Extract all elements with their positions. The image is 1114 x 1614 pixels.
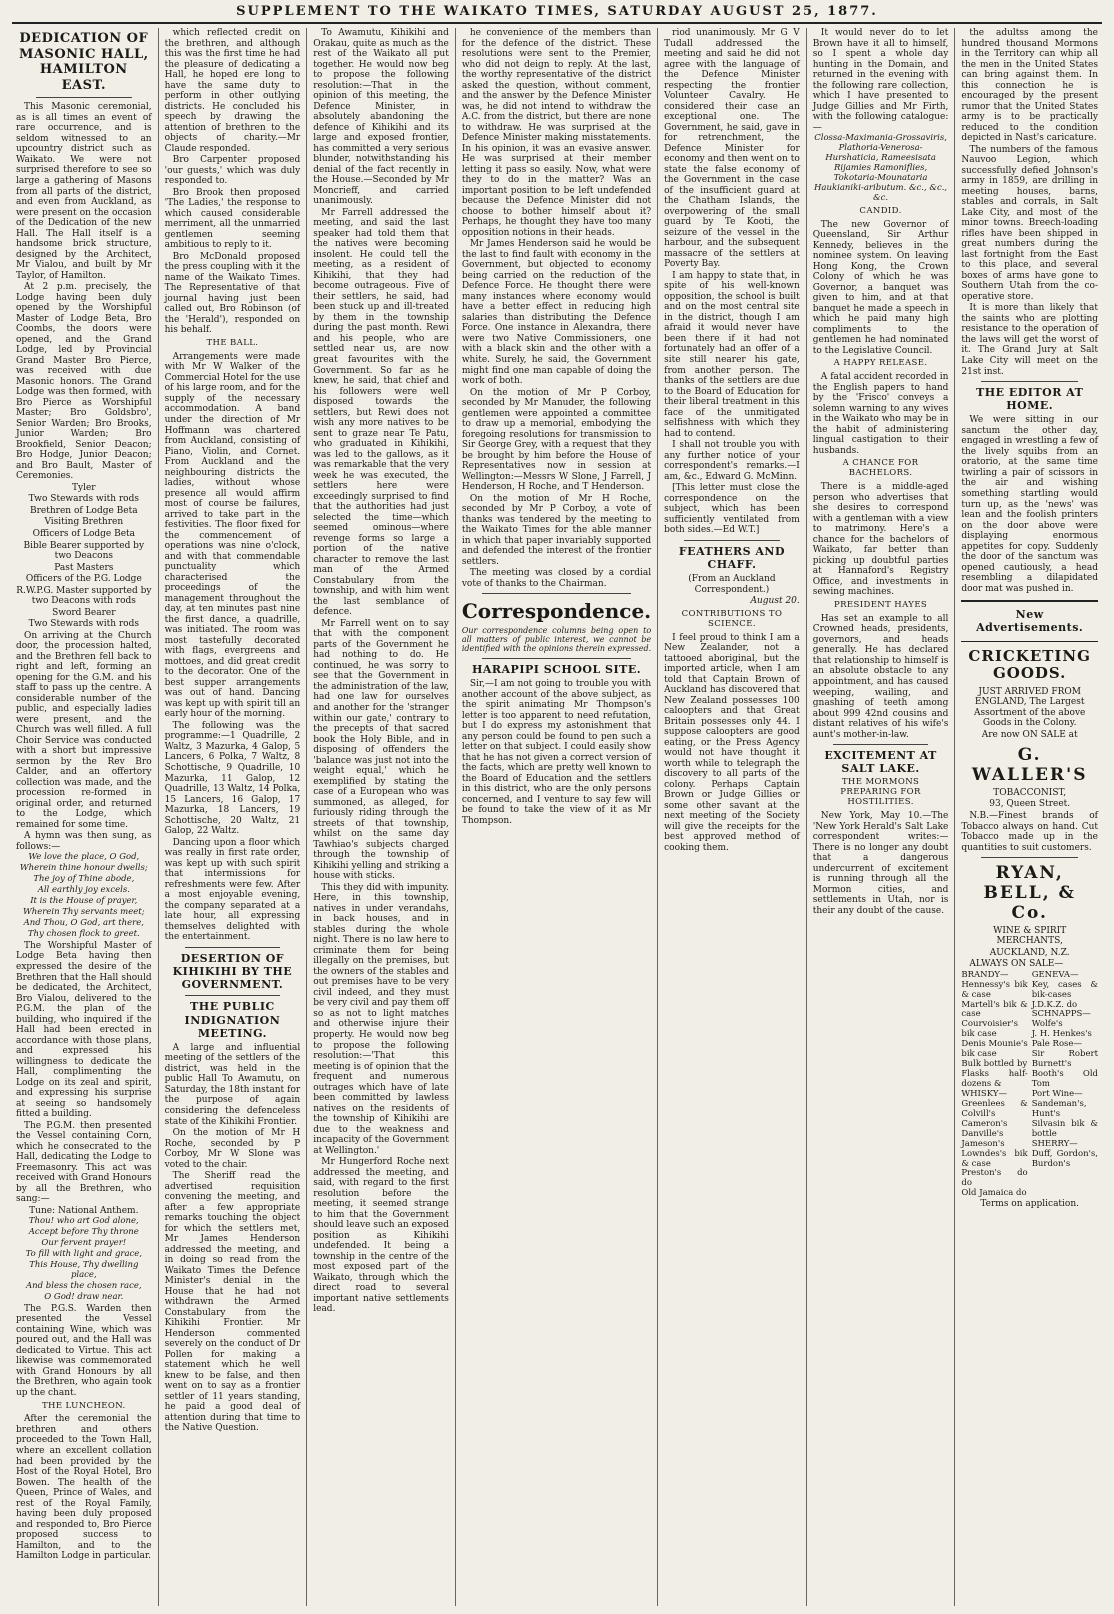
advert-price-list <box>961 971 1098 1200</box>
divider <box>482 658 631 659</box>
article-paragraph: We were sitting in our sanctum the other day, engaged in wrestling a few of the lively squibs from an oratorio, at the same time twirling a pair of scissors in the air and wishing something startling would turn up, as the 'news' was lean and the foolish printers on the door above were displaying enormous appetites for copy. Suddenly the door of the sanctum was opened cautiously, a head resembling a dilapidated door mat was pushed in. <box>961 415 1098 594</box>
headline-kihikihi: DESERTION OF KIHIKIHI BY THE GOVERNMENT. <box>172 951 293 992</box>
list-item: Duff, Gordon's, Burdon's <box>1031 1148 1098 1169</box>
list-item: Silvasin bik & bottle <box>1031 1118 1098 1139</box>
hymn-line: All earthly joy excels. <box>37 885 130 896</box>
anthem-line: O God! draw near. <box>44 1291 124 1302</box>
procession-item: Sword Bearer <box>52 607 116 618</box>
list-item: Hennessy's bik & case <box>961 979 1028 1000</box>
advert-text: Are now ON SALE at <box>981 729 1078 740</box>
hymn-line: Wherein Thy servants meet; <box>23 907 145 918</box>
hymn-line: It is the House of prayer, <box>30 896 138 907</box>
hymn-line: Thy chosen flock to greet. <box>27 929 140 940</box>
article-paragraph: Bro McDonald proposed the press coupling with it the name of the Waikato Times. The Representative of that journal having just been called out, Bro Robinson (of the 'Herald'), responded on his behalf. <box>164 251 301 336</box>
list-item: J.D.K.Z. do <box>1031 999 1078 1010</box>
article-paragraph: At 2 p.m. precisely, the Lodge having been duly opened by the Worshipful Master of Lodge Beta, Bro Coombs, the doors were opened, and the Grand Lodge, led by Provincial Grand Master Bro Pierce, was received with due Masonic honors. The Grand Lodge was then formed, with Bro Pierce as Worshipful Master; Bro Goldsbro', Senior Warden; Bro Brooks, Junior Warden; Bro Brookfield, Senior Deacon; Bro Hodge, Junior Deacon; and Bro Bault, Master of Ceremonies. <box>16 282 152 482</box>
article-paragraph: Arrangements were made with Mr W Walker of the Commercial Hotel for the use of his large room, and for the supply of the necessary accommodation. A band under the direction of Mr Hoffmann was chartered from Auckland, consisting of Piano, Violin, and Cornet. From Auckland and the neighbouring districts the ladies, without whose presence all would affirm most of course be failures, arrived to take part in the festivities. The floor fixed for the commencement of operations was nine o'clock, and with that commendable punctuality which characterised the proceedings of the management throughout the day, at ten minutes past nine the first dance, a quadrille, was initiated. The room was most tastefully decorated with flags, evergreens and mottoes, and did great credit to the decorator. One of the best supper arrangements was out of hand. Dancing was kept up with spirit till an early hour of the morning. <box>164 351 301 720</box>
article-paragraph: This they did with impunity. Here, in this township, natives in under verandahs, in back houses, and in stables during the whole night. There is no law here to criminate them for being illegally on the premises, but the owners of the stables and out premises have to be very civil indeed, and they must be very civil and pay them off so as not to light matches and otherwise injure their property. He would now beg to propose the following resolution:—'That this meeting is of opinion that the frequent and numerous outrages which have of late been committed by lawless natives on the residents of the township of Kihikihi are due to the weakness and incapacity of the Government at Wellington.' <box>313 882 449 1156</box>
article-paragraph: I feel proud to think I am a New Zealander, not a tattooed aboriginal, but the imported article, when I am told that Captain Brown of Auckland has discovered that New Zealand possesses 100 caloopters and that Great Britain possesses only 44. I suppose caloopters are good eating, or the Press Agency would not have thought it worth while to telegraph the discovery to all parts of the colony. Perhaps Captain Brown or Judge Gillies or some other savant at the next meeting of the Society will give the receipts for the best approved method of cooking them. <box>664 632 800 853</box>
article-paragraph: the adultss among the hundred thousand Mormons in the Territory can whip all the men in the United States can bring against them. In this connection he is encouraged by the present rumor that the United States army is to be practically reduced to the condition depicted in Nast's caricature. <box>961 28 1098 144</box>
subheading-luncheon: THE LUNCHEON. <box>41 1400 126 1411</box>
anthem-line: Our fervent prayer! <box>41 1238 127 1249</box>
advert-firm-sub: WINE & SPIRIT MERCHANTS, <box>993 925 1067 947</box>
new-advertisements-banner <box>961 600 1098 641</box>
article-paragraph: The new Governor of Queensland, Sir Arthur Kennedy, believes in the nominee system. On leaving Hong Kong, the Crown Colony of which he was Governor, a banquet was given to him, and at that banquet he made a speech in which he paid many high compliments to the gentlemen he had nominated to the Legislative Council. <box>812 219 949 356</box>
procession-item: Officers of Lodge Beta <box>32 529 136 539</box>
anthem-line: Accept before Thy throne <box>28 1227 139 1238</box>
subheading-science: CONTRIBUTIONS TO SCIENCE. <box>681 608 783 629</box>
column-7 <box>955 28 1104 1606</box>
newspaper-columns <box>10 28 1104 1606</box>
masthead: SUPPLEMENT TO THE WAIKATO TIMES, SATURDAY AUGUST 25, 1877. <box>12 2 1102 24</box>
article-paragraph: Dancing upon a floor which was really in first rate order, was kept up with such spirit that intermissions for refreshments were few. After a most enjoyable evening, the company separated at a late hour, all expressing themselves delighted with the entertainment. <box>164 837 301 943</box>
list-item: J. H. Henkes's <box>1031 1029 1092 1040</box>
advert-list-left <box>961 971 1027 1200</box>
anthem-line: And bless the chosen race, <box>26 1281 142 1291</box>
article-paragraph: Mr Farrell addressed the meeting, and said the last speaker had told them that the natives were becoming insolent. He could tell the meeting, as a resident of Kihikihi, that they had become outrageous. Five of their settlers, he said, had been stuck up and ill-treated by them in the township during the past month. Rewi and his people, who are settled near us, are now great favourites with the Government. So far as he knew, he said, that chief and his followers were well disposed towards the settlers, but Rewi does not wish any more natives to be sent to graze near Te Patu, who graduated in Kihikihi, was led to the gallows, as it was remarkable that the very week he was executed, the settlers here were exceedingly surprised to find that the authorities had just selected the time—which seemed ominous—where revenge forms so large a portion of the native character to remove the last man of the Armed Constabulary from the township, and with him went the last semblance of defence. <box>313 207 449 618</box>
subheading-bachelors: A CHANCE FOR BACHELORS. <box>842 458 919 479</box>
article-paragraph: The meeting was closed by a cordial vote of thanks to the Chairman. <box>461 568 652 589</box>
article-paragraph: The P.G.M. then presented the Vessel containing Corn, which he consecrated to the Hall, dedicating the Lodge to Freemasonry. This act was received with Grand Honours by all the Brethren, who sang:— <box>16 1120 152 1205</box>
anthem-line: To fill with light and grace, <box>25 1249 143 1260</box>
catalogue: Clossa-Maximania-Grossaviris, Plathoria-Venerosa-Hurshaticia, Rameesisata Rijamies Ramoniflies, Tokotaria-Mounataria Haukianiki-aributum. &c., &c., &c. <box>814 133 948 203</box>
list-item: Flasks half-dozens & <box>961 1069 1028 1090</box>
list-item: Wolfe's <box>1031 1019 1063 1030</box>
article-paragraph: The numbers of the famous Nauvoo Legion, which successfully defied Johnson's army in 1859, are drilling in meeting houses, barns, stables and corrals, in Salt Lake City, and most of the minor towns. Breech-loading rifles have been shipped in great numbers during the last fortnight from the East to this place, and several boxes of arms have gone to Southern Utah from the co-operative store. <box>961 144 1098 302</box>
article-paragraph: I shall not trouble you with any further notice of your correspondent's remarks.—I am, &c., Edward G. McMinn. <box>664 440 800 482</box>
procession-item: Officers of the P.G. Lodge <box>25 574 142 585</box>
advert-title: CRICKETING GOODS. <box>968 646 1091 683</box>
hymn-line: Wherein thine honour dwells; <box>19 863 148 874</box>
article-paragraph: On the motion of Mr H Roche, seconded by Mr P Corboy, a vote of thanks was tendered by the meeting to the Waikato Times for the able manner in which that paper invariably supported and defended the interest of the frontier settlers. <box>461 493 652 567</box>
headline-masonic-hall: DEDICATION OF MASONIC HALL, HAMILTON EAST. <box>18 31 149 93</box>
subheading-candid: CANDID. <box>859 205 902 216</box>
hymn-line: We love the place, O God, <box>28 852 140 863</box>
subheading-happy-release: A HAPPY RELEASE. <box>833 358 928 369</box>
article-paragraph: I am happy to state that, in spite of his well-known opposition, the school is built and on the most central site in the district, though I am afraid it would never have been there if it had not fortunately had an offer of a site still nearer his gate, from another person. The thanks of the settlers are due to the Board of Education for their liberal treatment in this face of the unmitigated selfishness with which they had to contend. <box>664 270 800 439</box>
article-paragraph: which reflected credit on the brethren, and although this was the first time he had the pleasure of dedicating a Hall, he hoped ere long to have the same duty to perform in other outlying districts. He concluded his speech by drawing the attention of brethren to the objects of charity.—Mr Claude responded. <box>164 28 301 154</box>
article-paragraph: Bro Brook then proposed 'The Ladies,' the response to which caused considerable merriment, all the unmarried gentlemen seeming ambitious to reply to it. <box>164 187 301 251</box>
article-paragraph: The following was the programme:—1 Quadrille, 2 Waltz, 3 Mazurka, 4 Galop, 5 Lancers, 6 Polka, 7 Waltz, 8 Schottische, 9 Quadrille, 10 Mazurka, 11 Galop, 12 Quadrille, 13 Waltz, 14 Polka, 15 Lancers, 16 Galop, 17 Mazurka, 18 Lancers, 19 Schottische, 20 Waltz, 21 Galop, 22 Waltz. <box>164 720 301 837</box>
subheading-ball: THE BALL. <box>206 337 259 348</box>
anthem-line: Thou! who art God alone, <box>28 1216 139 1227</box>
list-item: Pale Rose— <box>1031 1039 1082 1050</box>
column-3 <box>307 28 456 1606</box>
byline: (From an Auckland Correspondent.) <box>688 574 776 595</box>
article-paragraph: New York, May 10.—The 'New York Herald's Salt Lake correspondent writes:—There is no longer any doubt that a dangerous undercurrent of excitement is running through all the Mormon cities, and settlements in Utah, nor is their any doubt of the cause. <box>812 811 949 916</box>
subheading-president-hayes: PRESIDENT HAYES <box>833 599 928 610</box>
list-item: Bulk bottled by <box>961 1059 1028 1070</box>
list-item: SCHNAPPS— <box>1031 1009 1091 1020</box>
list-item: BRANDY— <box>961 969 1009 980</box>
anthem-title: Tune: National Anthem. <box>29 1205 139 1216</box>
advert-footer: Terms on application. <box>980 1199 1080 1210</box>
list-item: Old Jamaica do <box>961 1188 1027 1199</box>
advert-address: 93, Queen Street. <box>989 799 1071 810</box>
divider <box>833 744 929 745</box>
list-item: Greenlees & Colvill's <box>961 1098 1028 1119</box>
article-paragraph: This Masonic ceremonial, as is all times an event of rare occurrence, and is seldom witnessed to an upcountry district such as Waikato. We were not surprised therefore to see so large a gathering of Masons from all parts of the district, and even from Auckland, as were present on the occasion of the Dedication of the new Hall. The Hall itself is a handsome brick structure, designed by the Architect, Mr Vialou, and built by Mr Taylor, of Hamilton. <box>16 102 152 281</box>
procession-list <box>16 483 152 630</box>
article-paragraph: A hymn was then sung, as follows:— <box>16 831 152 852</box>
procession-item: Bible Bearer supported by two Deacons <box>23 540 145 562</box>
article-paragraph: Bro Carpenter proposed 'our guests,' which was duly responded to. <box>164 155 301 187</box>
correspondence-note: Our correspondence columns being open to all matters of public interest, we cannot be identified with the opinions therein expressed. <box>461 625 652 654</box>
hymn-line: And Thou, O God, art there, <box>23 918 144 929</box>
list-item: Cameron's <box>961 1118 1008 1129</box>
dateline: August 20. <box>750 596 800 607</box>
advert-firm-sub: TOBACCONIST, <box>993 787 1067 798</box>
list-item: Sir Robert Burnett's <box>1031 1049 1098 1070</box>
procession-item: Two Stewards with rods <box>28 494 139 505</box>
list-item: Sandeman's, Hunt's <box>1031 1098 1087 1119</box>
article-paragraph: To Awamutu, Kihikihi and Orakau, quite as much as the rest of the Waikato all put together. He would now beg to propose the following resolution:—That in the opinion of this meeting, the Defence Minister, in absolutely abandoning the defence of Kihikihi and its large and exposed frontier, has committed a very serious blunder, notwithstanding his denial of the fact recently in the House.—Seconded by Mr Moncrieff, and carried unanimously. <box>313 28 449 207</box>
headline-harapipi: HARAPIPI SCHOOL SITE. <box>471 662 642 676</box>
advert-cricketing <box>961 648 1098 854</box>
advert-firm: RYAN, BELL, & Co. <box>983 863 1076 923</box>
article-paragraph: On the motion of Mr H Roche, seconded by P Corboy, Mr W Slone was voted to the chair. <box>164 1128 301 1170</box>
column-4 <box>456 28 658 1606</box>
article-paragraph: After the ceremonial the brethren and others proceeded to the Town Hall, where an excellent collation had been provided by the Host of the Royal Hotel, Bro Bowen. The health of the Queen, Prince of Wales, and rest of the Royal Family, having been duly proposed and responded to, Bro Pierce proposed success to Hamilton, and to the Hamilton Lodge in particular. <box>16 1414 152 1562</box>
procession-item: Tyler <box>72 482 96 493</box>
column-6 <box>807 28 956 1606</box>
headline-salt-lake: EXCITEMENT AT SALT LAKE. <box>824 749 937 776</box>
list-item: WHISKY— <box>961 1088 1007 1099</box>
divider <box>981 381 1078 382</box>
list-item: Preston's do do <box>961 1168 1028 1189</box>
list-item: Key, cases & bik-cases <box>1031 979 1098 1000</box>
article-paragraph: Mr Farrell went on to say that with the component parts of the Government he had nothing to do. He continued, he was sorry to see that the Government in the administration of the law, had one law for ourselves and another for the 'stranger within our gate,' contrary to the precepts of that sacred book the Holy Bible, and in disposing of offenders the 'balance was just not into the weight equal,' which he exemplified by stating the case of a European who was summoned, as alleged, for furiously riding through the streets of that township, whilst on the same day Tawhiao's subjects charged through the township of Kihikihi yelling and striking a house with sticks. <box>313 618 449 882</box>
advert-city: AUCKLAND, N.Z. <box>989 947 1070 958</box>
article-paragraph: A large and influential meeting of the settlers of the district, was held in the public Hall To Awamutu, on Saturday, the 18th instant for the purpose of again considering the defenceless state of the Kihikihi Frontier. <box>164 1042 301 1127</box>
article-paragraph: Mr James Henderson said he would be the last to find fault with economy in the Government, but objected to economy being carried on the reduction of the Defence Force. He thought there were many instances where economy would have a better effect in reducing high salaries than distributing the Defence Force. One instance in Alexandra, there were two Native Commissioners, one with a black skin and the other with a white. Surely, he said, the Government might find one man capable of doing the work of both. <box>461 239 652 387</box>
article-paragraph: On the motion of Mr P Corboy, seconded by Mr Manuder, the following gentlemen were appointed a committee to draw up a memorial, embodying the foregoing resolutions for transmission to Sir George Grey, with a request that they be brought by him before the House of Representatives now in session at Wellington:—Messrs W Slone, J Farrell, J Henderson, H Roche, and T Henderson. <box>461 387 652 493</box>
divider <box>185 947 281 948</box>
list-item: Denis Mounie's bik case <box>961 1039 1028 1060</box>
hymn-line: The joy of Thine abode, <box>33 874 135 885</box>
article-paragraph: Sir,—I am not going to trouble you with another account of the above subject, as the spirit animating Mr Thompson's letter is too apparent to need refutation, but I do express my astonishment that any person could be found to pen such a letter on that subject. I could easily show that he has not given a correct version of the facts, which are pretty well known to the Board of Education and the settlers in this district, who are the only persons concerned, and I venture to say few will be found to take the view of it as Mr Thompson. <box>461 678 652 826</box>
advert-text: N.B.—Finest brands of Tobacco always on hand. Cut Tobacco made up in the quantities to suit customers. <box>961 810 1098 853</box>
article-paragraph: The Worshipful Master of Lodge Beta having then expressed the desire of the Brethren that the Hall should be dedicated, the Architect, Bro Vialou, delivered to the P.G.M. the plan of the building, who inquired if the Hall had been erected in accordance with those plans, and expressed his willingness to dedicate the Hall, complimenting the Lodge on its zeal and spirit, and expressing his surprise at seeing so handsomely fitted a building. <box>16 940 152 1120</box>
procession-item: R.W.P.G. Master supported by two Deacons with rods <box>16 585 152 607</box>
anthem-line: This House, Thy dwelling place, <box>29 1260 139 1281</box>
advert-list-right <box>1032 971 1098 1200</box>
advert-text: JUST ARRIVED FROM ENGLAND, The Largest Assortment of the above Goods in the Colony. <box>974 686 1086 729</box>
correspondence-heading: Correspondence. <box>461 599 652 624</box>
headline-editor-at-home: THE EDITOR AT HOME. <box>976 386 1084 413</box>
headline-indignation-meeting: THE PUBLIC INDIGNATION MEETING. <box>184 1000 281 1040</box>
list-item: SHERRY— <box>1031 1138 1078 1149</box>
article-paragraph: he convenience of the members than for the defence of the district. These resolutions were sent to the Premier, who did not deign to reply. At the last, the worthy representative of the district asked the question, without comment, and the answer by the Defence Minister was, he did not intend to withdraw the A.C. from the district, but there are none to withdraw. He was surprised at the Defence Minister making misstatements. In his opinion, it was an evasive answer. He was surprised at their member letting it pass so easily. Now, what were they to do in the matter? Was an important position to be left undefended because the Defence Minister did not choose to bother himself about it? Perhaps, he thought they have too many opposition notions in their heads. <box>461 28 652 238</box>
divider <box>981 857 1078 858</box>
article-paragraph: Has set an example to all Crowned heads, presidents, governors, and heads generally. He has declared that relationship to himself is an absolute obstacle to any appointment, and has caused weeping, wailing, and gnashing of teeth among about 999 42nd cousins and distant relatives of his wife's aunt's mother-in-law. <box>812 613 949 740</box>
headline-feathers-chaff: FEATHERS AND CHAFF. <box>678 544 786 571</box>
procession-item: Past Masters <box>54 562 114 573</box>
article-paragraph: A fatal accident recorded in the English papers to hand by the 'Frisco' conveys a solemn warning to any wives in the Waikato who may be in the habit of administering lingual castigation to their husbands. <box>812 372 949 456</box>
article-paragraph: There is a middle-aged person who advertises that she desires to correspond with a gentleman with a view to matrimony. Here's a chance for the bachelors of Waikato, far better than picking up doubtful parties at Hannaford's Registry Office, and investments in sewing machines. <box>812 482 949 598</box>
list-item: Port Wine— <box>1031 1088 1083 1099</box>
procession-item: Visiting Brethren <box>44 517 124 528</box>
list-item: Martell's bik & case <box>961 999 1028 1020</box>
article-paragraph: It is more than likely that the saints who are plotting resistance to the operation of the laws will get the worst of it. The Grand Jury at Salt Lake City will meet on the 21st inst. <box>961 303 1098 377</box>
new-advertisements-heading: New Advertisements. <box>976 608 1084 635</box>
article-paragraph: It would never do to let Brown have it all to himself, so I spent a whole day hunting in the Domain, and returned in the evening with the following rare collection, which I have presented to Judge Gillies and Mr Firth, with the following catalogue:— <box>812 28 949 133</box>
advert-text: ALWAYS ON SALE— <box>969 959 1064 970</box>
divider <box>36 97 132 98</box>
list-item: Lowndes's bik & case <box>961 1148 1028 1169</box>
article-paragraph: riod unanimously. Mr G V Tudall addressed the meeting and said he did not agree with the language of the Defence Minister respecting the frontier Volunteer Cavalry. He considered their case an exceptional one. The Government, he said, gave in for retrenchment, the Defence Minister for economy and then went on to state the false economy of the Government in the case of the insufficient guard at the Chatham Islands, the overpowering of the small guard by Te Kooti, the seizure of the vessel in the harbour, and the subsequent massacre of the settlers at Poverty Bay. <box>664 28 800 270</box>
divider <box>482 593 631 594</box>
advert-ryan-bell <box>961 864 1098 1210</box>
column-2 <box>159 28 308 1606</box>
article-paragraph: The Sheriff read the advertised requisition convening the meeting, and after a few appropriate remarks touching the object for which the settlers met, Mr James Henderson addressed the meeting, and in doing so read from the Waikato Times the Defence Minister's denial in the House that he had not withdrawn the Armed Constabulary from the Kihikihi Frontier. Mr Henderson commented severely on the conduct of Dr Pollen for making a statement which he well knew to be false, and then went on to say as a frontier settler of 11 years standing, he paid a good deal of attention during that time to the Native Question. <box>164 1171 301 1434</box>
list-item: Booth's Old Tom <box>1031 1069 1098 1090</box>
column-1 <box>10 28 159 1606</box>
article-paragraph: The P.G.S. Warden then presented the Vessel containing Wine, which was poured out, and the Hall was dedicated to Virtue. This act likewise was commemorated with Grand Honours by all the Brethren, who again took up the chant. <box>16 1303 152 1398</box>
list-item: Courvoisier's bik case <box>961 1019 1019 1040</box>
subheading-mormons: THE MORMONS PREPARING FOR HOSTILITIES. <box>840 777 921 808</box>
column-5 <box>658 28 807 1606</box>
article-paragraph: On arriving at the Church door, the procession halted, and the Brethren fell back to right and left, forming an opening for the G.M. and his staff to pass up the centre. A considerable number of the public, and especially ladies were present, and the Church was well filled. A full Choir Service was conducted with a short but impressive sermon by the Rev Bro Calder, and an offertory collection was made, and the procession re-formed in original order, and returned to the Lodge, which remained for some time. <box>16 630 152 830</box>
procession-item: Two Stewards with rods <box>28 619 139 630</box>
article-paragraph: Mr Hungerford Roche next addressed the meeting, and said, with regard to the first resolution before the meeting, it seemed strange to him that the Government should leave such an exposed position as Kihikihi undefended. It being a township in the centre of the most exposed part of the Waikato, through which the direct road to several important native settlements lead. <box>313 1157 449 1315</box>
article-paragraph: [This letter must close the correspondence on the subject, which has been sufficiently ventilated from both sides.—Ed W.T.] <box>664 483 800 536</box>
advert-firm: G. WALLER'S <box>971 745 1088 786</box>
divider <box>185 995 281 996</box>
divider <box>684 540 780 541</box>
procession-item: Brethren of Lodge Beta <box>30 505 138 516</box>
list-item: Danville's Jameson's <box>961 1128 1005 1149</box>
list-item: GENEVA— <box>1031 969 1079 980</box>
